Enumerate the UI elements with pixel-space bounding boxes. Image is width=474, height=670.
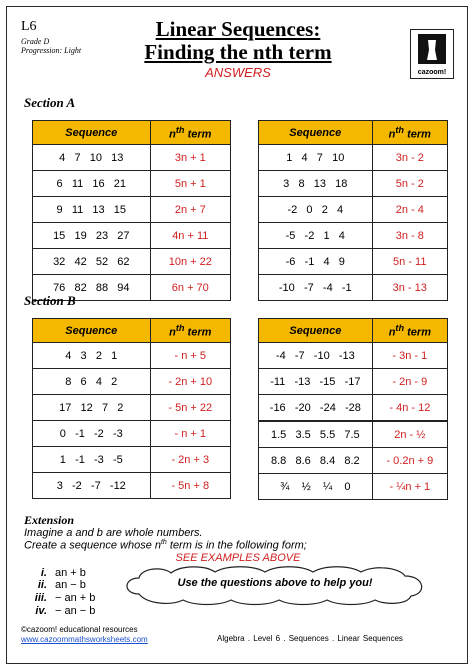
- section-a-title: Section A: [24, 95, 76, 110]
- section-a-right-table: [258, 120, 448, 301]
- sequence-header: Sequence: [259, 121, 373, 145]
- page-title-line2: Finding the nth term: [144, 40, 332, 64]
- table-row: [259, 171, 448, 197]
- sequence-cell: 3 -2 -7 -12: [33, 473, 151, 499]
- nth-term-cell: 3n - 13: [372, 275, 447, 301]
- nth-term-cell: 2n - 4: [372, 197, 447, 223]
- sequence-cell: 4 3 2 1: [33, 343, 151, 369]
- nth-term-cell: 2n + 7: [150, 197, 230, 223]
- cloud-hint-text: Use the questions above to help you!: [177, 577, 373, 589]
- table-row: [33, 473, 231, 499]
- nth-term-cell: 5n - 2: [372, 171, 447, 197]
- table-row: [259, 145, 448, 171]
- nth-term-cell: - 5n + 22: [150, 395, 230, 421]
- table-row: [33, 343, 231, 369]
- sequence-cell: 0 -1 -2 -3: [33, 421, 151, 447]
- section-b-right-table: [258, 318, 448, 500]
- nth-term-cell: 3n - 2: [372, 145, 447, 171]
- sequence-cell: 76 82 88 94: [33, 275, 151, 301]
- table-row: [259, 395, 448, 422]
- see-examples-note: SEE EXAMPLES ABOVE: [175, 552, 301, 564]
- table-row: [259, 474, 448, 500]
- section-b-left-table: [32, 318, 231, 499]
- nth-term-cell: 4n + 11: [150, 223, 230, 249]
- table-row: [259, 275, 448, 301]
- sequence-cell: -6 -1 4 9: [259, 249, 373, 275]
- sequence-header: Sequence: [33, 121, 151, 145]
- sequence-cell: -2 0 2 4: [259, 197, 373, 223]
- nth-term-cell: 3n - 8: [372, 223, 447, 249]
- footer-left: [21, 625, 148, 645]
- nth-term-cell: - 4n - 12: [372, 395, 447, 422]
- nth-term-header: $n^{th}$ term: [150, 121, 230, 145]
- sequence-cell: ¾ ½ ¼ 0: [259, 474, 373, 500]
- grade-label: Grade D: [21, 37, 50, 46]
- worksheet-page: [6, 6, 468, 664]
- nth-term-cell: - ¼n + 1: [372, 474, 447, 500]
- extension-line-1: Imagine a and b are whole numbers.: [24, 527, 203, 539]
- sequence-cell: 4 7 10 13: [33, 145, 151, 171]
- section-a-left-table: [32, 120, 231, 301]
- progression-label: Progression: Light: [21, 46, 82, 55]
- table-row: [259, 249, 448, 275]
- table-row: [33, 197, 231, 223]
- nth-term-cell: 10n + 22: [150, 249, 230, 275]
- sequence-cell: 6 11 16 21: [33, 171, 151, 197]
- nth-term-header: $n^{th}$ term: [372, 319, 447, 343]
- sequence-cell: 17 12 7 2: [33, 395, 151, 421]
- nth-term-header: $n^{th}$ term: [150, 319, 230, 343]
- table-row: [33, 249, 231, 275]
- sequence-cell: 1 -1 -3 -5: [33, 447, 151, 473]
- option-number: iii.: [34, 592, 47, 604]
- extension-title: Extension: [24, 513, 75, 527]
- sequence-header: Sequence: [259, 319, 373, 343]
- nth-term-cell: - n + 1: [150, 421, 230, 447]
- nth-term-cell: - 2n + 10: [150, 369, 230, 395]
- extension-line-2: Create a sequence whose $n^{th}$ term is in the following form;: [24, 539, 307, 552]
- extension-option: [29, 567, 86, 579]
- extension-option: [29, 592, 95, 604]
- sequence-header: Sequence: [33, 319, 151, 343]
- keyhole-logo-icon: [411, 30, 453, 68]
- nth-term-cell: - 3n - 1: [372, 343, 447, 369]
- sequence-cell: -16 -20 -24 -28: [259, 395, 373, 422]
- table-row: [259, 197, 448, 223]
- nth-term-cell: - 2n + 3: [150, 447, 230, 473]
- sequence-cell: -4 -7 -10 -13: [259, 343, 373, 369]
- table-row: [33, 223, 231, 249]
- sequence-cell: -10 -7 -4 -1: [259, 275, 373, 301]
- option-text: an + b: [55, 567, 86, 579]
- table-header-row: [259, 319, 448, 343]
- sequence-cell: 1.5 3.5 5.5 7.5: [259, 421, 373, 448]
- option-number: i.: [40, 567, 47, 579]
- option-text: an − b: [55, 579, 86, 591]
- sequence-cell: 9 11 13 15: [33, 197, 151, 223]
- nth-term-cell: 5n + 1: [150, 171, 230, 197]
- table-row: [259, 223, 448, 249]
- sequence-cell: 3 8 13 18: [259, 171, 373, 197]
- nth-term-cell: - 0.2n + 9: [372, 448, 447, 474]
- table-row: [259, 448, 448, 474]
- nth-term-cell: 2n - ½: [372, 421, 447, 448]
- sequence-cell: -11 -13 -15 -17: [259, 369, 373, 395]
- table-row: [33, 447, 231, 473]
- option-text: − an − b: [55, 605, 96, 617]
- nth-term-cell: 3n + 1: [150, 145, 230, 171]
- table-header-row: [33, 319, 231, 343]
- table-row: [33, 145, 231, 171]
- level-label: L6: [21, 19, 37, 34]
- option-text: − an + b: [55, 592, 96, 604]
- copyright-text: ©cazoom! educational resources: [21, 625, 138, 634]
- extension-option: [29, 579, 86, 591]
- sequence-cell: -5 -2 1 4: [259, 223, 373, 249]
- nth-term-cell: - 5n + 8: [150, 473, 230, 499]
- table-row: [33, 421, 231, 447]
- section-b-title: Section B: [24, 293, 76, 308]
- website-link[interactable]: www.cazoommathsworksheets.com: [21, 635, 148, 644]
- nth-term-header: $n^{th}$ term: [372, 121, 447, 145]
- nth-term-cell: - 2n - 9: [372, 369, 447, 395]
- nth-term-cell: 5n - 11: [372, 249, 447, 275]
- table-row: [259, 421, 448, 448]
- extension-option: [29, 605, 95, 617]
- option-number: ii.: [37, 579, 47, 591]
- nth-term-cell: - n + 5: [150, 343, 230, 369]
- sequence-cell: 1 4 7 10: [259, 145, 373, 171]
- table-row: [33, 171, 231, 197]
- logo-text: cazoom!: [417, 69, 447, 76]
- table-row: [259, 369, 448, 395]
- table-header-row: [259, 121, 448, 145]
- table-row: [33, 395, 231, 421]
- option-number: iv.: [35, 605, 47, 617]
- sequence-cell: 32 42 52 62: [33, 249, 151, 275]
- sequence-cell: 8 6 4 2: [33, 369, 151, 395]
- table-row: [33, 369, 231, 395]
- table-row: [259, 343, 448, 369]
- sequence-cell: 8.8 8.6 8.4 8.2: [259, 448, 373, 474]
- nth-term-cell: 6n + 70: [150, 275, 230, 301]
- sequence-cell: 15 19 23 27: [33, 223, 151, 249]
- page-title-line1: Linear Sequences:: [155, 17, 321, 41]
- table-header-row: [33, 121, 231, 145]
- footer-breadcrumb: Algebra . Level 6 . Sequences . Linear Sequences: [217, 634, 403, 643]
- answers-subtitle: ANSWERS: [205, 65, 271, 80]
- cazoom-logo: [410, 29, 454, 79]
